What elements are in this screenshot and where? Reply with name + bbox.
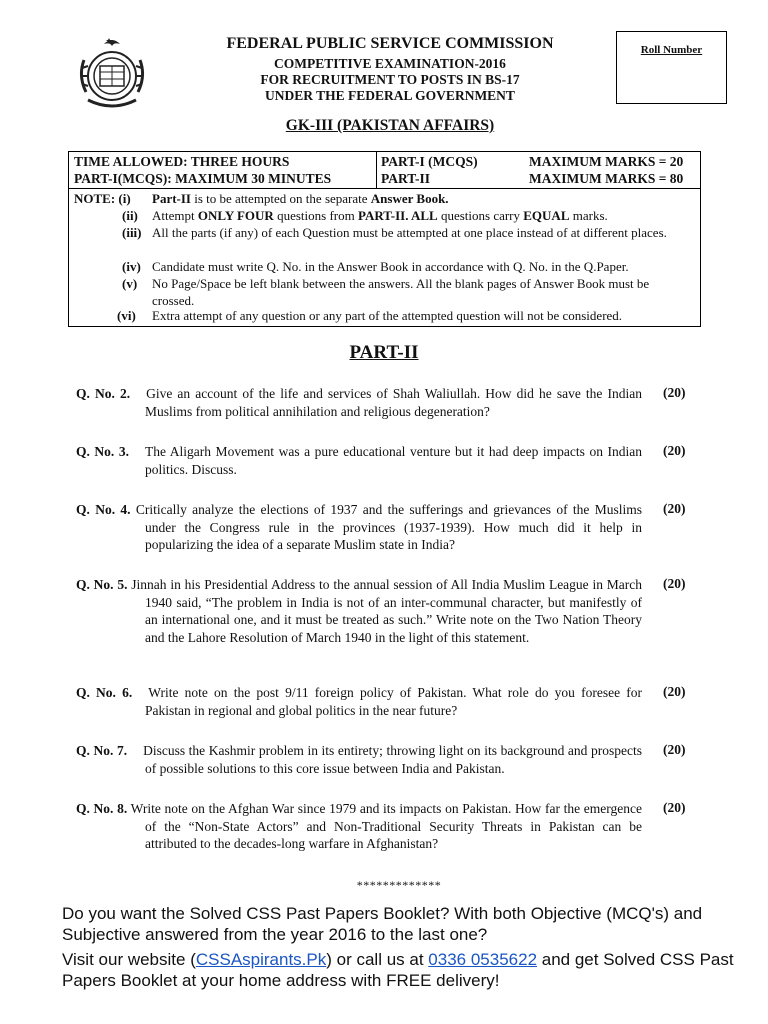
note-number: (i) [118,191,131,206]
question-number: Q. No. 2. [76,386,131,401]
exam-name: COMPETITIVE EXAMINATION-2016 [274,56,506,71]
question-number: Q. No. 6. [76,685,133,700]
note-number: (ii) [122,208,138,223]
time-allowed: TIME ALLOWED: THREE HOURS [74,154,290,169]
question-number: Q. No. 8. [76,801,128,816]
question-text: Critically analyze the elections of 1937 and the sufferings and grievances of the Muslims under the Congress rule in the provinces (1937-1939). How much did it help in popularizing the idea of a separate Muslim state in India? [135,502,642,552]
part2-marks: MAXIMUM MARKS = 80 [529,171,684,186]
question-marks: (20) [663,501,686,516]
phone-link[interactable]: 0336 0535622 [428,950,538,969]
question-item [76,385,642,420]
question-text: Discuss the Kashmir problem in its entirety; throwing light on its background and prospects of possible solutions to this core issue between India and Pakistan. [143,743,643,776]
promo-contact: Visit our website (CSSAspirants.Pk) or call us at 0336 0535622 and get Solved CSS Past Papers Booklet at your home address with FREE delivery! [62,950,734,990]
question-item [76,443,642,478]
question-item [76,576,642,646]
question-text: Jinnah in his Presidential Address to the annual session of All India Muslim League in March 1940 said, “The problem in India is not of an inter-communal character, but manifestly of an international one, and it must be treated as such.” Write note on the Two Nation Theory and the Lahore Resolution of March 1940 in the light of this statement. [131,577,643,645]
question-item [76,684,642,719]
part1-marks: MAXIMUM MARKS = 20 [529,154,684,169]
promo-question: Do you want the Solved CSS Past Papers Booklet? With both Objective (MCQ's) and Subjective answered from the year 2016 to the last one? [62,904,703,944]
note-text: Candidate must write Q. No. in the Answer Book in accordance with Q. No. in the Q.Paper. [152,259,629,274]
question-marks: (20) [663,576,686,591]
roll-number-label: Roll Number [640,44,703,56]
note-number: (v) [122,276,138,291]
question-text: Write note on the Afghan War since 1979 and its impacts on Pakistan. How far the emergence of the “Non-State Actors” and Non-Traditional Security Threats in Pakistan can be attributed to the decades-long warfare in Afghanistan? [130,801,642,851]
note-number: (iii) [122,225,142,240]
question-text: Write note on the post 9/11 foreign policy of Pakistan. What role do you foresee for Pakistan in regional and global politics in the near future? [145,685,643,718]
question-text: The Aligarh Movement was a pure educational venture but it had deep impacts on Indian politics. Discuss. [144,444,643,477]
question-number: Q. No. 3. [76,444,129,459]
question-item [76,742,642,777]
note-text: No Page/Space be left blank between the answers. All the blank pages of Answer Book must be crossed. [152,276,650,308]
part1-time: PART-I(MCQS): MAXIMUM 30 MINUTES [74,171,332,186]
question-marks: (20) [663,742,686,757]
note-text: Extra attempt of any question or any part of the attempted question will not be considered. [152,308,623,323]
note-number: (iv) [122,259,141,274]
part2-label: PART-II [381,171,431,186]
question-marks: (20) [663,443,686,458]
question-item [76,501,642,554]
government-seal-icon [70,30,154,114]
part1-label: PART-I (MCQS) [381,154,478,169]
info-divider [376,152,377,188]
subject-title: GK-III (PAKISTAN AFFAIRS) [285,117,495,134]
part-title: PART-II [349,342,419,363]
org-title: FEDERAL PUBLIC SERVICE COMMISSION [226,35,554,52]
notes-heading: NOTE: [74,191,116,206]
note-number: (vi) [117,308,136,323]
exam-info-table [68,151,701,189]
question-marks: (20) [663,684,686,699]
note-text: All the parts (if any) of each Question must be attempted at one place instead of at different places. [152,225,667,240]
question-item [76,800,642,853]
exam-purpose: FOR RECRUITMENT TO POSTS IN BS-17 [260,72,520,87]
exam-authority: UNDER THE FEDERAL GOVERNMENT [265,88,515,103]
question-number: Q. No. 5. [76,577,128,592]
question-marks: (20) [663,800,686,815]
notes-box: NOTE: (i) Part-II is to be attempted on the separate Answer Book. (ii) Attempt ONLY FOUR questions from PART-II. ALL questions carry EQUAL marks. (iii) All the parts (if any) of each Question must be attempted at one place instead of at different places. (iv) Candidate must write Q. No. in the Answer Book in accordance with Q. No. in the Q.Paper. (v) No Page/Space be left blank between the answers. All the blank pages of Answer Book must be crossed. (vi) Extra attempt of any question or any part of the attempted question will not be considered. [68,189,701,327]
roll-number-box[interactable] [616,31,727,104]
question-marks: (20) [663,385,686,400]
question-number: Q. No. 4. [76,502,131,517]
question-text: Give an account of the life and services of Shah Waliullah. How did he save the Indian Muslims from political annihilation and religious degeneration? [145,386,642,419]
website-link[interactable]: CSSAspirants.Pk [195,950,327,969]
question-number: Q. No. 7. [76,743,128,758]
separator: ************* [356,878,442,892]
